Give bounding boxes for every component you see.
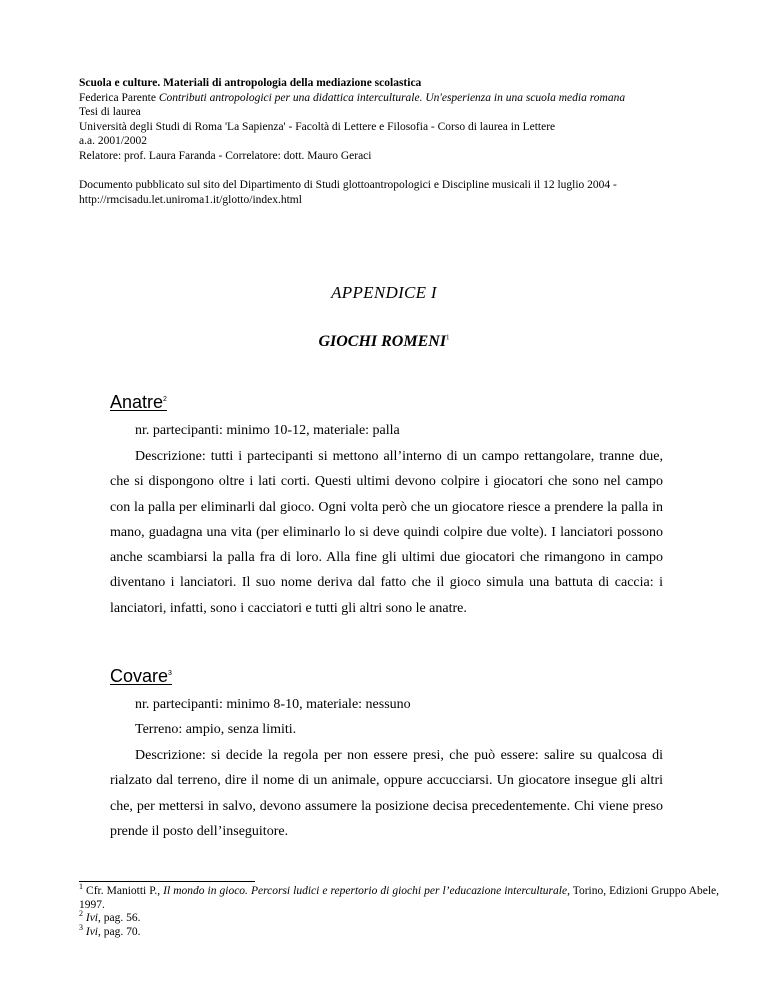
footnotes [79, 882, 719, 939]
author-name: Federica Parente [79, 91, 156, 104]
footnote-prefix: Cfr. Maniotti P., [86, 885, 164, 897]
footnote-number: 3 [79, 922, 83, 932]
game-title-text: Covare [110, 666, 169, 686]
section-heading-text: GIOCHI ROMENI [318, 333, 447, 350]
section-heading [0, 333, 768, 351]
footnote-divider [79, 881, 255, 882]
publication-notice [79, 178, 719, 207]
advisors: Relatore: prof. Laura Faranda - Correlatore: dott. Mauro Geraci [79, 149, 372, 162]
game-description [110, 444, 663, 621]
game-meta-line: nr. partecipanti: minimo 10-12, materiale: palla [135, 423, 400, 438]
footnote-title: Ivi [85, 925, 99, 938]
thesis-type: Tesi di laurea [79, 106, 141, 118]
publication-url: http://rmcisadu.let.uniroma1.it/glotto/index.html [79, 193, 302, 206]
game-title-anatre [110, 392, 167, 413]
footnote-number: 1 [79, 882, 83, 892]
footnote-title: Ivi [85, 912, 99, 924]
thesis-title: Contributi antropologici per una didattica interculturale. Un'esperienza in una scuola media romana [158, 91, 626, 104]
game-description [110, 743, 663, 844]
footnote-ref: 3 [168, 670, 172, 677]
game-terrain-line: Terreno: ampio, senza limiti. [135, 722, 297, 737]
document-header [79, 76, 719, 163]
university: Università degli Studi di Roma 'La Sapienza' - Facoltà di Lettere e Filosofia - Corso di laurea in Lettere [79, 120, 556, 133]
footnote-suffix: , pag. 70. [98, 925, 141, 938]
game-description-text: Descrizione: tutti i partecipanti si mettono all’interno di un campo rettangolare, tranne due, che si dispongono oltre i lati corti. Questi ultimi devono colpire i giocatori che sono nel campo con la palla per eliminarli dal gioco. Ogni volta però che un giocatore riesce a prendere la palla in mano, guadagna una vita (per eliminarlo lo si deve quindi colpire due volte). I lanciatori possono anche scambiarsi la palla fra di loro. Alla fine gli ultimi due giocatori che rimangono in campo diventano i lanciatori. Il suo nome deriva dal fatto che il gioco simula una battuta di caccia: i lanciatori, infatti, sono i cacciatori e tutti gli altri sono le anatre. [110, 449, 663, 616]
appendix-title: APPENDICE I [331, 283, 437, 302]
footnote-ref: 1 [446, 333, 450, 342]
footnote-ref: 2 [163, 396, 167, 403]
game-title-text: Anatre [110, 392, 164, 412]
footnote-suffix: , pag. 56. [98, 912, 141, 924]
game-meta-line: nr. partecipanti: minimo 8-10, materiale: nessuno [135, 697, 411, 712]
footnote-suffix: , Torino, Edizioni Gruppo Abele, 1997. [79, 885, 719, 911]
series-title: Scuola e culture. Materiali di antropologia della mediazione scolastica [79, 77, 422, 89]
footnote [79, 922, 719, 940]
footnote-title: Il mondo in gioco. Percorsi ludici e repertorio di giochi per l’educazione interculturale [163, 885, 568, 897]
game-title-covare [110, 666, 172, 687]
footnote [79, 909, 719, 926]
publication-notice-text: Documento pubblicato sul sito del Dipartimento di Studi glottoantropologici e Discipline musicali il 12 luglio 2004 - [79, 179, 617, 191]
game-description-text: Descrizione: si decide la regola per non essere presi, che può essere: salire su qualcosa di rialzato dal terreno, dire il nome di un animale, oppure accucciarsi. Un giocatore insegue gli altri che, per mettersi in salvo, devono assumere la posizione decisa precedentemente. Chi viene preso prende il posto dell’inseguitore. [110, 748, 663, 839]
footnote-number: 2 [79, 909, 83, 919]
footnote [79, 882, 719, 912]
academic-year: a.a. 2001/2002 [79, 135, 148, 147]
